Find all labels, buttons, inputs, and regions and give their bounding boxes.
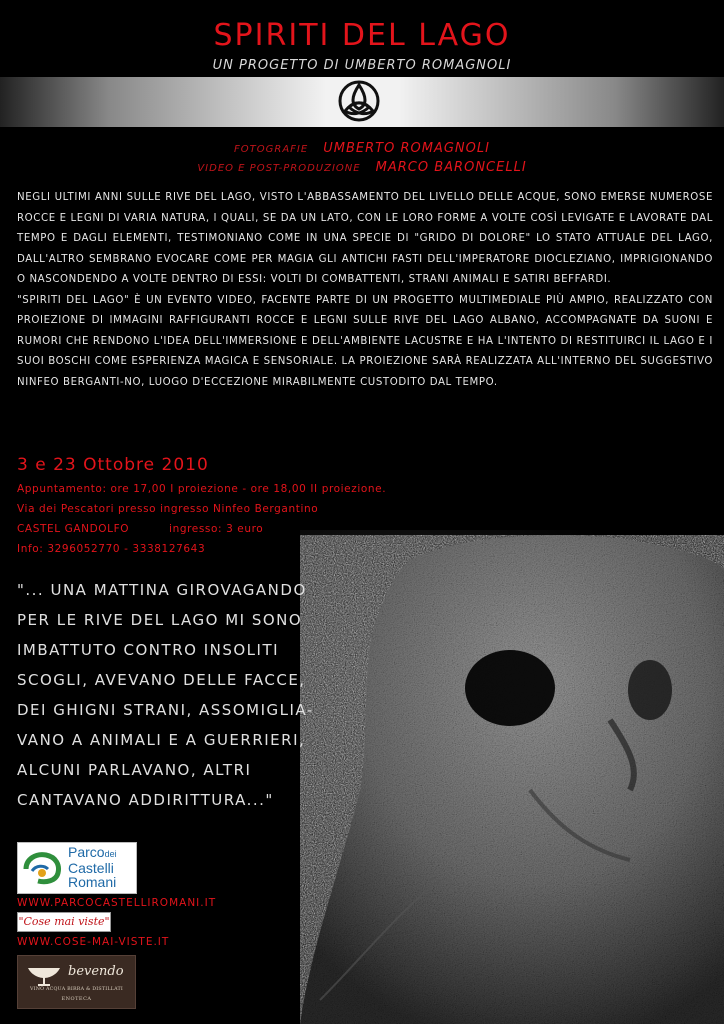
description-paragraph: "SPIRITI DEL LAGO" È UN EVENTO VIDEO, FACENTE PARTE DI UN PROGETTO MULTIMEDIALE PIÙ AMPIO, REALIZZATO CON PROIEZIONE DI IMMAGINI RAFFIGURANTI ROCCE E LEGNI SULLE RIVE DEL LAGO ALBANO, ACCOMPAGNATE DA SUONI E RUMORI CHE RENDONO L'IDEA DELL'IMMERSIONE E DELL'AMBIENTE LACUSTRE E HA L'INTENTO DI RESTITUIRCI IL LAGO E I SUOI BOSCHI COME ESPERIENZA MAGICA E SENSORIALE. LA PROIEZIONE SARÀ REALIZZATA ALL'INTERNO DEL SUGGESTIVO NINFEO BERGANTI-NO, LUOGO D'ECCEZIONE MIRABILMENTE CUSTODITO DAL TEMPO.: [17, 294, 713, 388]
quote-line: PER LE RIVE DEL LAGO MI SONO: [17, 611, 303, 629]
triquetra-icon: [337, 79, 381, 123]
event-appointment: Appuntamento: ore 17,00 I proiezione - ore 18,00 II proiezione.: [17, 483, 387, 495]
credit-name: MARCO BARONCELLI: [375, 160, 527, 175]
quote-block: [17, 575, 357, 815]
description-paragraph: NEGLI ULTIMI ANNI SULLE RIVE DEL LAGO, VISTO L'ABBASSAMENTO DEL LIVELLO DELLE ACQUE, SONO EMERSE NUMEROSE ROCCE E LEGNI DI VARIA NATURA, I QUALI, SE DA UN LATO, CON LE LORO FORME A VOLTE COSÌ LEVIGATE E LAVORATE DAL TEMPO E DAGLI ELEMENTI, TESTIMONIANO COME IN UNA SPECIE DI "GRIDO DI DOLORE" LO STATO ATTUALE DEL LAGO, DALL'ALTRO SEMBRANO EVOCARE COME PER MAGIA GLI ANTICHI FASTI DELL'IMPERATORE DIOCLEZIANO, IMPRIGIONANDO O NASCONDENDO A VOLTE DENTRO DI ESSI: VOLTI DI COMBATTENTI, STRANI ANIMALI E SATIRI BEFFARDI.: [17, 192, 713, 285]
wine-glass-icon: [26, 964, 62, 986]
parco-word: Castelli: [68, 860, 114, 876]
event-date: 3 e 23 Ottobre 2010: [17, 455, 209, 475]
quote-line: ALCUNI PARLAVANO, ALTRI: [17, 761, 252, 779]
parco-word: Romani: [68, 874, 117, 890]
credit-label: FOTOGRAFIE: [234, 144, 309, 155]
quote-line: IMBATTUTO CONTRO INSOLITI: [17, 641, 280, 659]
event-location: [17, 523, 263, 535]
quote-line: CANTAVANO ADDIRITTURA...": [17, 791, 274, 809]
parco-word: Parco: [68, 844, 105, 860]
event-city: CASTEL GANDOLFO: [17, 523, 130, 535]
parco-link[interactable]: WWW.PARCOCASTELLIROMANI.IT: [17, 897, 217, 909]
cose-mai-viste-logo: "Cose mai viste": [17, 912, 111, 932]
credit-photos: [0, 137, 724, 156]
page-title: SPIRITI DEL LAGO: [213, 18, 511, 53]
description: [17, 188, 713, 393]
cmv-link[interactable]: WWW.COSE-MAI-VISTE.IT: [17, 936, 170, 948]
bevendo-logo: [17, 955, 136, 1009]
credit-name: UMBERTO ROMAGNOLI: [323, 141, 490, 156]
parco-text: [68, 845, 117, 889]
credit-label: VIDEO E POST-PRODUZIONE: [197, 163, 361, 174]
parco-castelli-romani-logo: [17, 842, 137, 894]
parco-word: dei: [104, 849, 117, 859]
event-entry: ingresso: 3 euro: [169, 523, 264, 535]
parco-emblem-icon: [22, 851, 64, 885]
rock-face-photo: [300, 530, 724, 1024]
quote-line: DEI GHIGNI STRANI, ASSOMIGLIA-: [17, 701, 314, 719]
bevendo-subtitle: VINO ACQUA BIRRA & DISTILLATI: [30, 987, 123, 992]
page-subtitle: UN PROGETTO DI UMBERTO ROMAGNOLI: [212, 58, 512, 73]
bevendo-name: bevendo: [68, 964, 124, 979]
bevendo-subtitle: ENOTECA: [61, 996, 92, 1002]
event-info: Info: 3296052770 - 3338127643: [17, 543, 206, 555]
event-address: Via dei Pescatori presso ingresso Ninfeo Bergantino: [17, 503, 319, 515]
quote-line: VANO A ANIMALI E A GUERRIERI,: [17, 731, 306, 749]
credit-video: [0, 156, 724, 175]
quote-line: "... UNA MATTINA GIROVAGANDO: [17, 581, 307, 599]
quote-line: SCOGLI, AVEVANO DELLE FACCE,: [17, 671, 306, 689]
